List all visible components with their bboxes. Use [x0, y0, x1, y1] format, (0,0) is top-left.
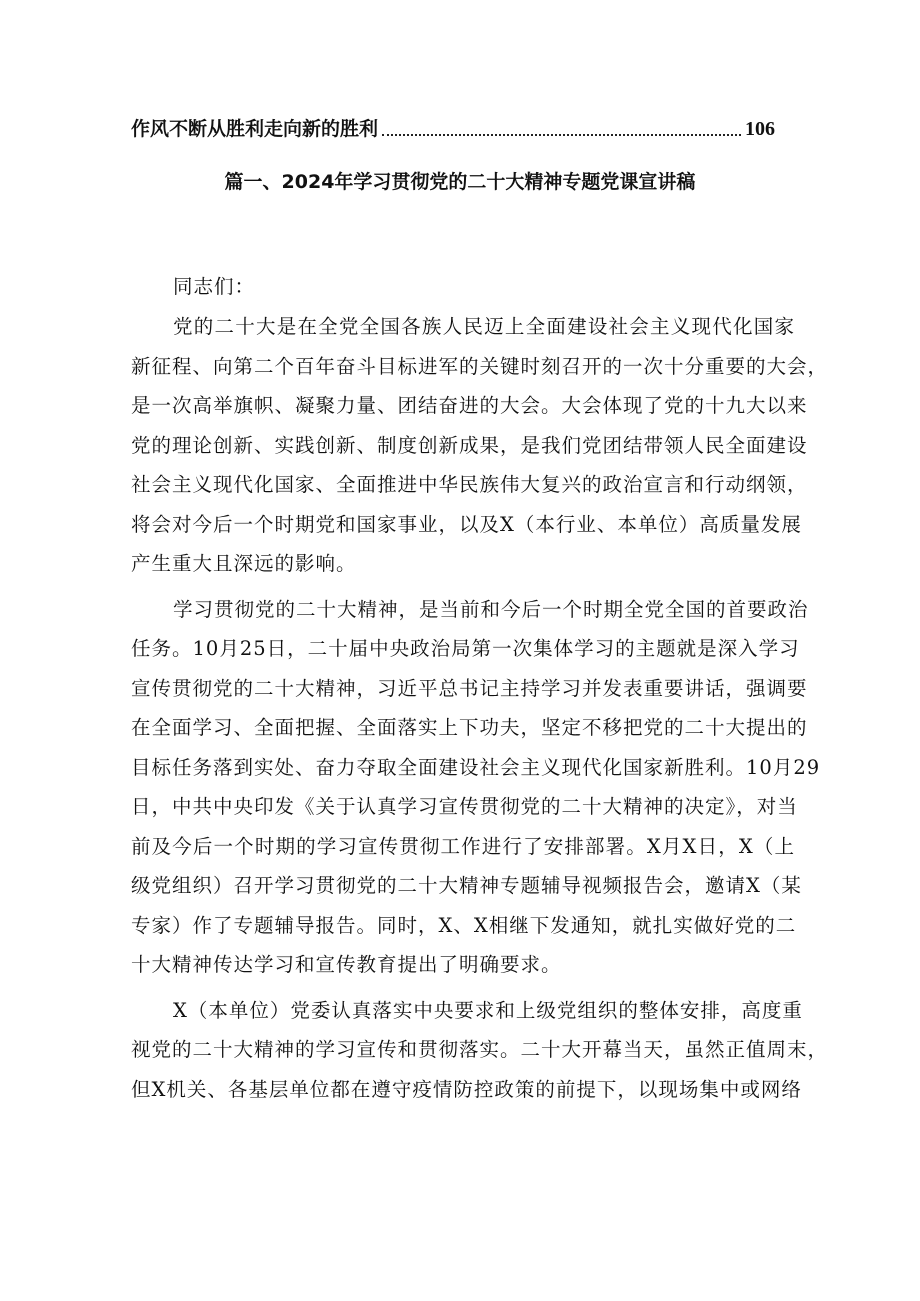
paragraph-line: 产生重大且深远的影响。: [131, 552, 357, 575]
toc-dot-leader: [382, 134, 741, 136]
paragraph-line: 日，中共中央印发《关于认真学习宣传贯彻党的二十大精神的决定》，对当: [131, 795, 798, 818]
paragraph-line: 在全面学习、全面把握、全面落实上下功夫，坚定不移把党的二十大提出的: [131, 716, 808, 739]
toc-entry[interactable]: [131, 113, 775, 143]
paragraph-line: 党的理论创新、实践创新、制度创新成果，是我们党团结带领人民全面建设: [131, 433, 808, 457]
paragraph-line: 将会对今后一个时期党和国家事业，以及X（本行业、本单位）高质量发展: [131, 512, 802, 536]
paragraph-line: 级党组织）召开学习贯彻党的二十大精神专题辅导视频报告会，邀请X（某: [131, 874, 802, 897]
paragraph-line: 是一次高举旗帜、凝聚力量、团结奋进的大会。大会体现了党的十九大以来: [131, 394, 808, 417]
paragraph-line: 任务。10月25日，二十届中央政治局第一次集体学习的主题就是深入学习: [131, 637, 800, 660]
section-title: 篇一、2024年学习贯彻党的二十大精神专题党课宣讲稿: [224, 171, 696, 193]
paragraph-line: 党的二十大是在全党全国各族人民迈上全面建设社会主义现代化国家: [173, 315, 795, 338]
paragraph-line: 学习贯彻党的二十大精神，是当前和今后一个时期全党全国的首要政治: [173, 597, 809, 621]
paragraph-line: 目标任务落到实处、奋力夺取全面建设社会主义现代化国家新胜利。10月29: [131, 755, 821, 779]
paragraph-line: 十大精神传达学习和宣传教育提出了明确要求。: [131, 953, 562, 976]
paragraph-2: [131, 590, 821, 985]
toc-entry-page-number: 106: [745, 118, 775, 140]
paragraph-line: 前及今后一个时期的学习宣传贯彻工作进行了安排部署。X月X日，X（上: [131, 834, 795, 858]
toc-entry-title: 作风不断从胜利走向新的胜利: [131, 118, 379, 140]
document-body: [131, 266, 829, 1115]
paragraph-line: 但X机关、各基层单位都在遵守疫情防控政策的前提下，以现场集中或网络: [131, 1077, 802, 1101]
salutation: 同志们：: [173, 275, 256, 298]
paragraph-line: 视党的二十大精神的学习宣传和贯彻落实。二十大开幕当天，虽然正值周末，: [131, 1038, 829, 1061]
paragraph-line: 专家）作了专题辅导报告。同时，X、X相继下发通知，就扎实做好党的二: [131, 913, 797, 937]
paragraph-line: 社会主义现代化国家、全面推进中华民族伟大复兴的政治宣言和行动纲领，: [131, 473, 808, 496]
paragraph-3: [131, 991, 829, 1110]
paragraph-1: [131, 307, 829, 584]
paragraph-line: 新征程、向第二个百年奋斗目标进军的关键时刻召开的一次十分重要的大会，: [131, 354, 829, 378]
paragraph-line: X（本单位）党委认真落实中央要求和上级党组织的整体安排，高度重: [173, 998, 803, 1022]
paragraph-line: 宣传贯彻党的二十大精神，习近平总书记主持学习并发表重要讲话，强调要: [131, 676, 808, 700]
